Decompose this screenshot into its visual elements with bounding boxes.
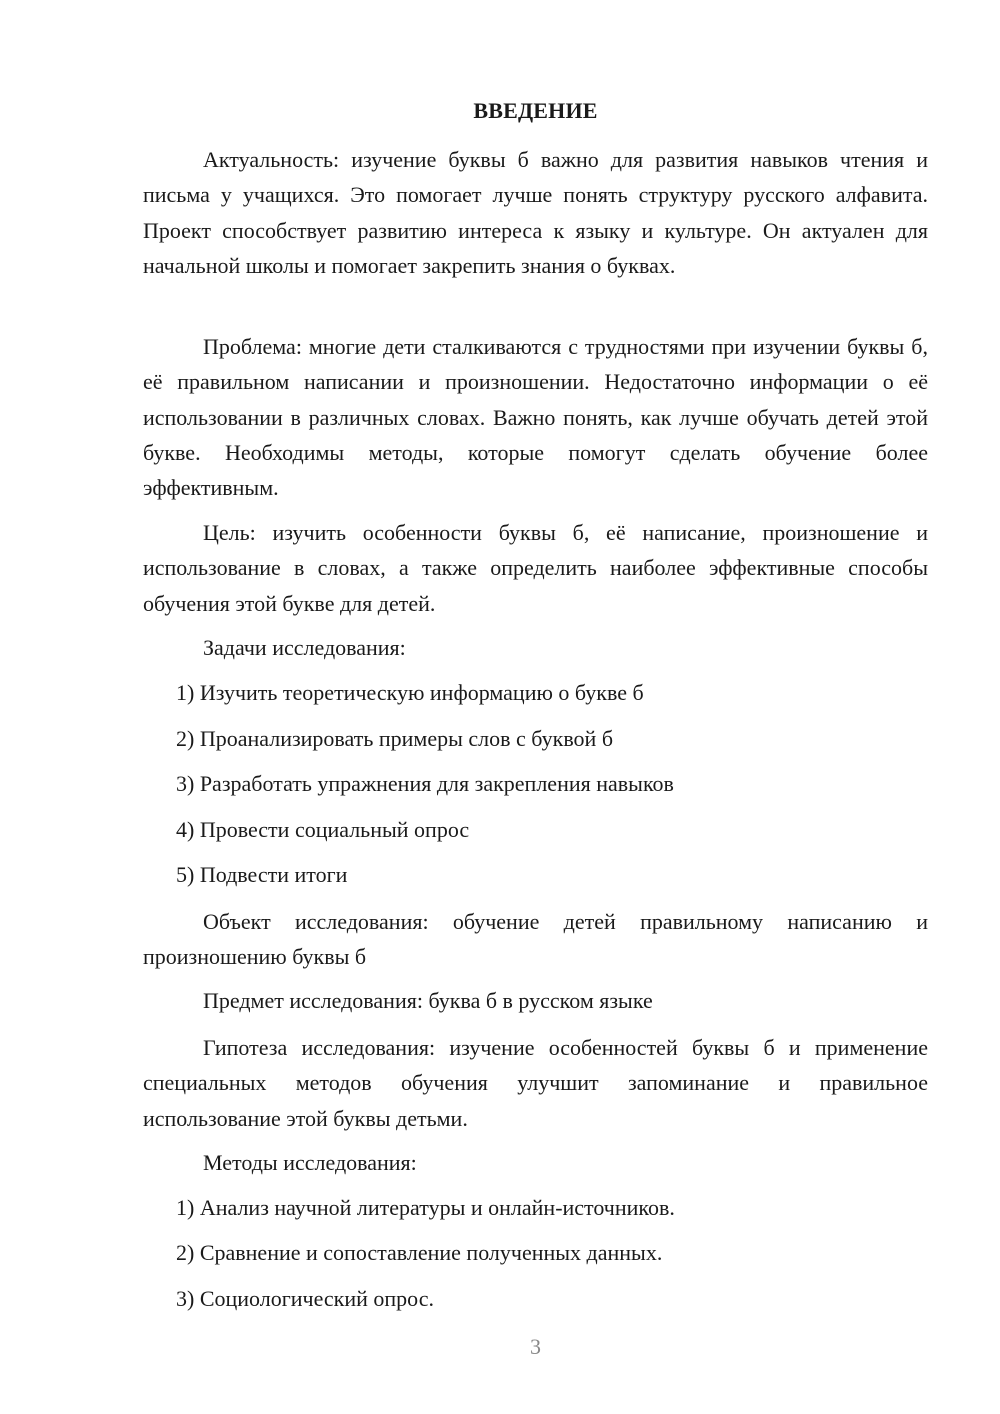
method-item: 2) Сравнение и сопоставление полученных данных. — [176, 1240, 663, 1265]
page-number: 3 — [530, 1334, 541, 1359]
task-item: 2) Проанализировать примеры слов с буквой б — [176, 726, 614, 751]
task-item: 1) Изучить теоретическую информацию о букве б — [176, 680, 644, 705]
hypothesis-paragraph: Гипотеза исследования: изучение особенностей буквы б и применение специальных методов обучения улучшит запоминание и правильное использование этой буквы детьми. — [143, 1035, 928, 1131]
document-page — [143, 0, 928, 1414]
problem-paragraph: Проблема: многие дети сталкиваются с трудностями при изучении буквы б, её правильном написании и произношении. Недостаточно информации о её использовании в различных словах. Важно понять, как лучше обучать детей этой букве. Необходимы методы, которые помогут сделать обучение более эффективным. — [143, 334, 928, 501]
subject-paragraph: Предмет исследования: буква б в русском языке — [203, 988, 653, 1013]
method-item: 3) Социологический опрос. — [176, 1286, 434, 1311]
page-title: ВВЕДЕНИЕ — [473, 98, 598, 123]
method-item: 1) Анализ научной литературы и онлайн-источников. — [176, 1195, 675, 1220]
task-item: 4) Провести социальный опрос — [176, 817, 470, 842]
relevance-paragraph: Актуальность: изучение буквы б важно для развития навыков чтения и письма у учащихся. Это помогает лучше понять структуру русского алфавита. Проект способствует развитию интереса к языку и культуре. Он актуален для начальной школы и помогает закрепить знания о буквах. — [143, 147, 928, 278]
tasks-heading: Задачи исследования: — [203, 635, 406, 660]
task-item: 3) Разработать упражнения для закрепления навыков — [176, 771, 674, 796]
object-paragraph: Объект исследования: обучение детей правильному написанию и произношению буквы б — [143, 909, 928, 970]
goal-paragraph: Цель: изучить особенности буквы б, её написание, произношение и использование в словах, а также определить наиболее эффективные способы обучения этой букве для детей. — [143, 520, 928, 616]
task-item: 5) Подвести итоги — [176, 862, 348, 887]
methods-heading: Методы исследования: — [203, 1150, 417, 1175]
